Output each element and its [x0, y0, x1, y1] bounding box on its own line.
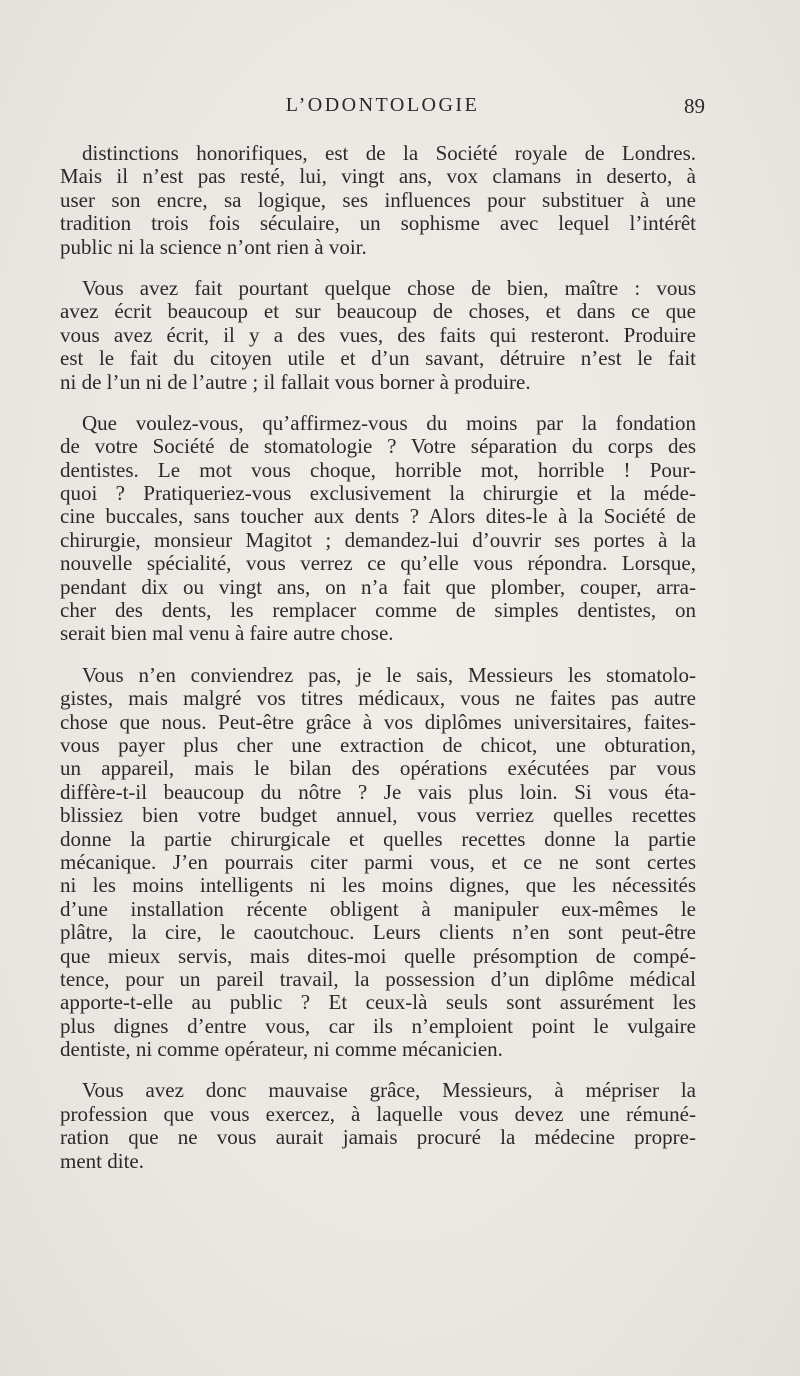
- text-line: apporte-t-elle au public ? Et ceux-là seuls sont assurément les: [60, 991, 696, 1015]
- paragraph: [60, 142, 696, 259]
- text-line: pendant dix ou vingt ans, on n’a fait que plomber, couper, arra-: [60, 575, 696, 599]
- text-line: gistes, mais malgré vos titres médicaux, vous ne faites pas autre: [60, 687, 696, 711]
- paragraph: [60, 1079, 696, 1173]
- text-line: tradition trois fois séculaire, un sophisme avec lequel l’intérêt: [60, 212, 696, 236]
- paragraph-spacer: [60, 259, 696, 277]
- paragraph-spacer: [60, 394, 696, 412]
- text-line: blissiez bien votre budget annuel, vous verriez quelles recettes: [60, 804, 696, 828]
- text-line: donne la partie chirurgicale et quelles recettes donne la partie: [60, 827, 696, 851]
- text-line: Mais il n’est pas resté, lui, vingt ans, vox clamans in deserto, à: [60, 165, 696, 189]
- text-line: distinctions honorifiques, est de la Société royale de Londres.: [82, 142, 696, 165]
- text-line: quoi ? Pratiqueriez-vous exclusivement la chirurgie et la méde-: [60, 482, 696, 506]
- text-line: d’une installation récente obligent à manipuler eux-mêmes le: [60, 897, 696, 921]
- text-line: plus dignes d’entre vous, car ils n’emploient point le vulgaire: [60, 1014, 696, 1038]
- text-line: Que voulez-vous, qu’affirmez-vous du moins par la fondation: [82, 411, 696, 435]
- paragraph: [60, 277, 696, 394]
- text-line: ment dite.: [60, 1149, 144, 1173]
- paragraph: [60, 412, 696, 646]
- text-line: diffère-t-il beaucoup du nôtre ? Je vais plus loin. Si vous éta-: [60, 780, 696, 804]
- text-line: que mieux servis, mais dites-moi quelle présomption de compé-: [60, 944, 696, 968]
- text-line: cher des dents, les remplacer comme de simples dentistes, on: [60, 599, 696, 623]
- text-line: nouvelle spécialité, vous verrez ce qu’elle vous répondra. Lorsque,: [60, 552, 696, 576]
- running-title: L’ODONTOLOGIE: [285, 94, 480, 116]
- text-line: tence, pour un pareil travail, la possession d’un diplôme médical: [60, 967, 696, 991]
- text-line: cine buccales, sans toucher aux dents ? Alors dites-le à la Société de: [60, 505, 696, 529]
- text-line: chose que nous. Peut-être grâce à vos diplômes universitaires, faites-: [60, 710, 696, 734]
- text-line: profession que vous exercez, à laquelle vous devez une rémuné-: [60, 1102, 696, 1126]
- text-line: Vous n’en conviendrez pas, je le sais, Messieurs les stomatolo-: [82, 663, 696, 687]
- text-line: serait bien mal venu à faire autre chose.: [60, 622, 394, 646]
- text-line: Vous avez fait pourtant quelque chose de bien, maître : vous: [82, 276, 696, 300]
- body-text: [60, 142, 696, 1173]
- text-line: public ni la science n’ont rien à voir.: [60, 235, 367, 259]
- text-line: vous avez écrit, il y a des vues, des faits qui resteront. Produire: [60, 323, 696, 347]
- text-line: est le fait du citoyen utile et d’un savant, détruire n’est le fait: [60, 347, 696, 371]
- text-line: ni les moins intelligents ni les moins dignes, que les nécessités: [60, 874, 696, 898]
- text-line: Vous avez donc mauvaise grâce, Messieurs, à mépriser la: [82, 1079, 696, 1103]
- text-line: plâtre, la cire, le caoutchouc. Leurs clients n’en sont peut-être: [60, 921, 696, 945]
- running-head: [60, 94, 705, 122]
- text-line: dentistes. Le mot vous choque, horrible mot, horrible ! Pour-: [60, 458, 696, 482]
- text-line: de votre Société de stomatologie ? Votre séparation du corps des: [60, 435, 696, 459]
- paragraph-spacer: [60, 1061, 696, 1079]
- text-line: vous payer plus cher une extraction de chicot, une obturation,: [60, 733, 696, 757]
- text-line: user son encre, sa logique, ses influences pour substituer à une: [60, 188, 696, 212]
- text-line: ration que ne vous aurait jamais procuré la médecine propre-: [60, 1126, 696, 1150]
- text-line: chirurgie, monsieur Magitot ; demandez-lui d’ouvrir ses portes à la: [60, 528, 696, 552]
- paragraph: [60, 664, 696, 1062]
- text-line: un appareil, mais le bilan des opérations exécutées par vous: [60, 757, 696, 781]
- text-line: mécanique. J’en pourrais citer parmi vous, et ce ne sont certes: [60, 850, 696, 874]
- text-line: ni de l’un ni de l’autre ; il fallait vous borner à produire.: [60, 370, 531, 394]
- text-line: avez écrit beaucoup et sur beaucoup de choses, et dans ce que: [60, 300, 696, 324]
- paragraph-spacer: [60, 646, 696, 664]
- text-line: dentiste, ni comme opérateur, ni comme mécanicien.: [60, 1038, 503, 1062]
- page-number: 89: [684, 94, 705, 118]
